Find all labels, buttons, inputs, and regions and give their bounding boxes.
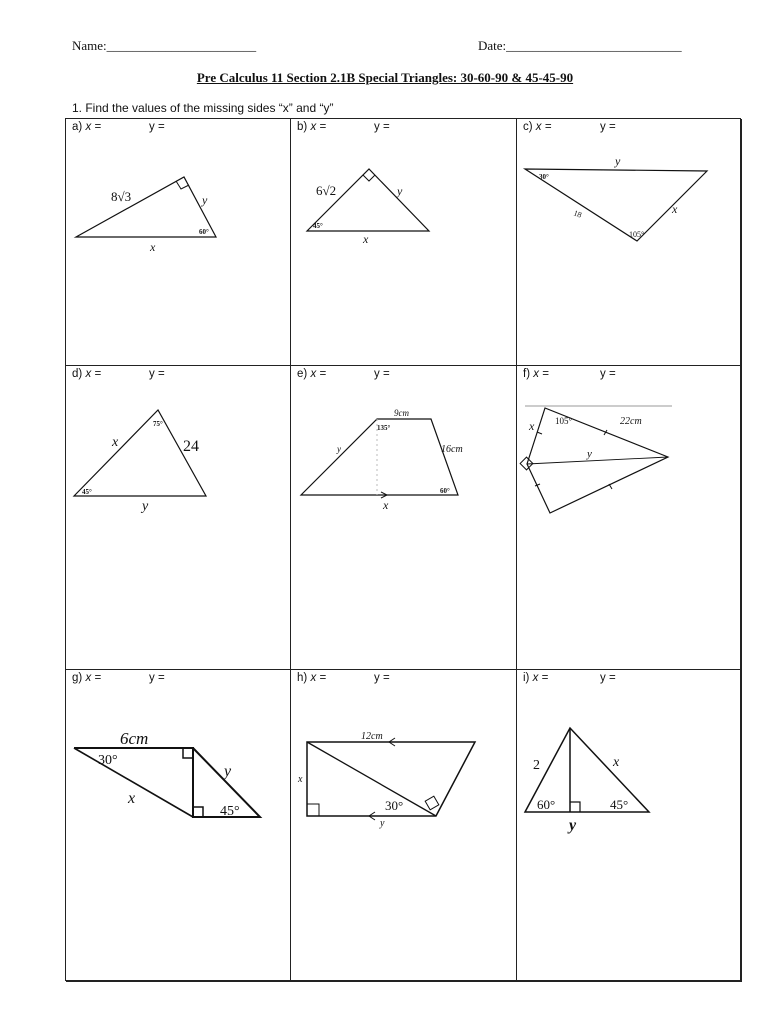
label-hyp: 8√3 (111, 189, 132, 204)
label-x: x (613, 755, 620, 770)
label-angle-1: 30° (98, 753, 118, 768)
label-y: y (397, 184, 403, 198)
y-answer-label: y = (374, 672, 390, 684)
problem-a (66, 119, 291, 366)
label-angle-2: 45° (220, 804, 240, 819)
label-x: x (529, 419, 535, 433)
problem-letter: g) (72, 672, 83, 684)
label-x: x (672, 202, 678, 216)
label-angle: 60° (199, 228, 209, 236)
label-side: 18 (572, 208, 583, 220)
label-y: y (380, 818, 385, 829)
problem-letter: e) (297, 368, 308, 380)
label-x: x (383, 498, 389, 512)
label-angle-2: 45° (82, 488, 92, 496)
label-top: 6cm (120, 729, 149, 748)
kite-f-figure (517, 366, 742, 670)
problem-letter: i) (523, 672, 530, 684)
triangle-c-figure (517, 119, 742, 366)
label-angle: 105° (555, 416, 573, 426)
label-angle-1: 135° (377, 424, 391, 432)
label-top: 12cm (361, 731, 383, 742)
y-answer-label: y = (600, 368, 616, 380)
label-y: y (587, 448, 592, 460)
triangle-d-figure (66, 366, 291, 670)
label-left: 2 (533, 758, 540, 773)
label-side: 22cm (620, 416, 642, 427)
problem-grid (65, 118, 741, 981)
y-answer-label: y = (149, 672, 165, 684)
label-top: 9cm (394, 408, 409, 418)
y-answer-label: y = (149, 368, 165, 380)
problem-h (291, 670, 517, 982)
problem-e (291, 366, 517, 670)
triangle-b-figure (291, 119, 517, 366)
compound-g-figure (66, 670, 291, 982)
problem-letter: b) (297, 121, 308, 133)
x-answer-label: x = (310, 368, 327, 380)
question-instruction: 1. Find the values of the missing sides “x” and “y” (72, 101, 334, 115)
label-x: x (128, 790, 136, 807)
label-side: 24 (183, 438, 199, 455)
problem-letter: d) (72, 368, 83, 380)
label-right: 16cm (441, 444, 463, 455)
triangle-i-figure (517, 670, 742, 982)
x-answer-label: x = (85, 368, 102, 380)
x-answer-label: x = (310, 672, 327, 684)
date-field-label: Date:___________________________ (478, 38, 682, 53)
triangle-a-figure (66, 119, 291, 366)
label-angle-1: 60° (537, 797, 556, 812)
label-x: x (363, 232, 369, 246)
problem-c (517, 119, 742, 366)
problem-f (517, 366, 742, 670)
label-y: y (615, 154, 621, 168)
worksheet-title: Pre Calculus 11 Section 2.1B Special Triangles: 30-60-90 & 45-45-90 (196, 70, 574, 85)
y-answer-label: y = (600, 121, 616, 133)
label-x: x (298, 774, 303, 785)
label-angle-2: 105° (629, 230, 645, 239)
problem-letter: c) (523, 121, 533, 133)
label-y: y (337, 444, 341, 454)
quadrilateral-e-figure (291, 366, 517, 670)
problem-letter: h) (297, 672, 308, 684)
label-y: y (569, 817, 577, 834)
label-y: y (202, 193, 208, 207)
problem-i (517, 670, 742, 982)
label-y: y (224, 763, 232, 780)
label-angle: 45° (313, 222, 323, 230)
x-answer-label: x = (532, 672, 549, 684)
x-answer-label: x = (533, 368, 549, 380)
label-x: x (150, 240, 156, 254)
label-y: y (142, 499, 149, 514)
problem-letter: a) (72, 121, 83, 133)
x-answer-label: x = (85, 672, 102, 684)
label-angle-2: 45° (610, 797, 629, 812)
trapezoid-h-figure (291, 670, 517, 982)
label-side: 6√2 (316, 183, 337, 198)
x-answer-label: x = (535, 121, 552, 133)
x-answer-label: x = (310, 121, 327, 133)
y-answer-label: y = (374, 368, 390, 380)
problem-d (66, 366, 291, 670)
x-answer-label: x = (85, 121, 102, 133)
label-angle-1: 30° (539, 173, 549, 181)
problem-letter: f) (523, 368, 531, 380)
name-field-label: Name:_______________________ (72, 38, 257, 53)
y-answer-label: y = (374, 121, 390, 133)
y-answer-label: y = (600, 672, 616, 684)
y-answer-label: y = (149, 121, 165, 133)
problem-b (291, 119, 517, 366)
label-x: x (112, 435, 119, 450)
label-angle-2: 60° (440, 487, 450, 495)
problem-g (66, 670, 291, 982)
label-angle-1: 75° (153, 420, 163, 428)
label-angle: 30° (385, 798, 404, 813)
